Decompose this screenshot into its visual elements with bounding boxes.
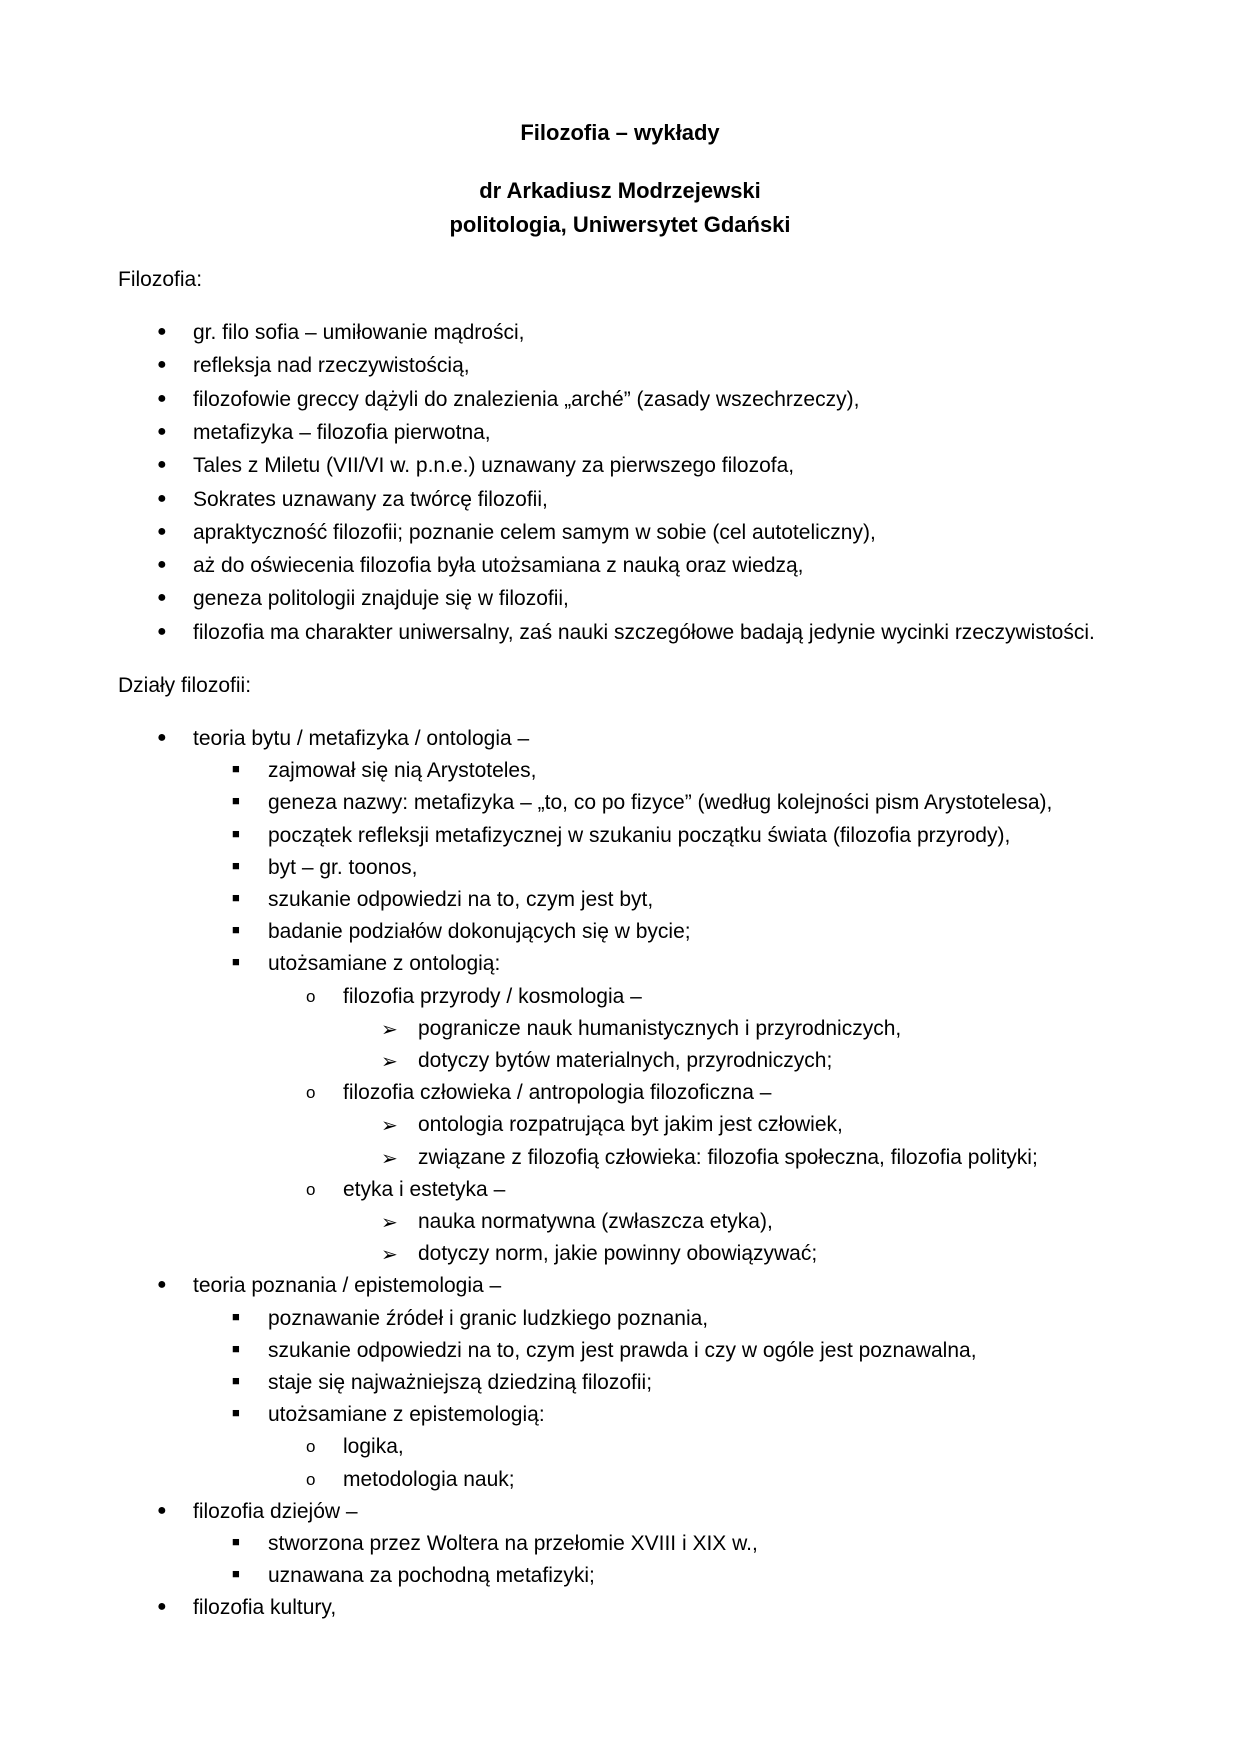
list-item-text: teoria poznania / epistemologia –	[193, 1274, 502, 1298]
bullet-arrow-icon: ➢	[381, 1147, 398, 1170]
list-item-text: utożsamiane z epistemologią:	[268, 1403, 545, 1427]
bullet-square-icon: ■	[232, 1340, 240, 1356]
bullet-arrow-icon: ➢	[381, 1212, 398, 1234]
list-item-text: uznawana za pochodną metafizyki;	[268, 1564, 595, 1588]
list-item-text: badanie podziałów dokonujących się w bycie;	[268, 920, 691, 944]
list-item-text: etyka i estetyka –	[343, 1177, 506, 1201]
list-item-text: filozofia kultury,	[193, 1596, 337, 1620]
bullet-dot-icon: ●	[157, 556, 167, 574]
bullet-square-icon: ■	[232, 1566, 240, 1582]
bullet-dot-icon: ●	[157, 422, 167, 440]
bullet-arrow-icon: ➢	[381, 1018, 398, 1041]
list-item-text: aż do oświecenia filozofia była utożsamiana z nauką oraz wiedzą,	[193, 554, 804, 578]
bullet-circle-icon: o	[306, 1179, 316, 1199]
list-item-text: metodologia nauk;	[343, 1467, 515, 1491]
list-item-text: apraktyczność filozofii; poznanie celem samym w sobie (cel autoteliczny),	[193, 520, 876, 544]
bullet-dot-icon: ●	[157, 1276, 167, 1294]
list-item-text: filozofia ma charakter uniwersalny, zaś nauki szczegółowe badają jedynie wycinki rzeczywistości.	[193, 620, 1095, 644]
bullet-square-icon: ■	[232, 1308, 240, 1324]
bullet-square-icon: ■	[232, 890, 240, 905]
bullet-circle-icon: o	[306, 1437, 316, 1457]
list-item-text: byt – gr. toonos,	[268, 855, 418, 879]
list-item-text: dotyczy bytów materialnych, przyrodniczych;	[418, 1049, 833, 1072]
list-item-text: logika,	[343, 1435, 404, 1459]
list-item-text: teoria bytu / metafizyka / ontologia –	[193, 727, 530, 750]
section-heading: Filozofia:	[118, 268, 203, 291]
bullet-dot-icon: ●	[157, 489, 167, 507]
list-item-text: filozofia przyrody / kosmologia –	[343, 984, 642, 1008]
list-item-text: pogranicze nauk humanistycznych i przyrodniczych,	[418, 1016, 902, 1040]
bullet-dot-icon: ●	[157, 456, 167, 474]
bullet-square-icon: ■	[232, 793, 240, 809]
bullet-dot-icon: ●	[157, 729, 167, 746]
list-item-text: zajmował się nią Arystoteles,	[268, 759, 537, 783]
bullet-dot-icon: ●	[157, 356, 167, 374]
document-affiliation: politologia, Uniwersytet Gdański	[449, 212, 791, 237]
bullet-square-icon: ■	[232, 954, 240, 970]
list-item-text: filozofowie greccy dążyli do znalezienia „arché” (zasady wszechrzeczy),	[193, 387, 860, 411]
bullet-square-icon: ■	[232, 857, 240, 873]
bullet-circle-icon: o	[306, 1083, 316, 1103]
list-item-text: refleksja nad rzeczywistością,	[193, 354, 470, 378]
bullet-arrow-icon: ➢	[381, 1115, 398, 1138]
bullet-dot-icon: ●	[157, 323, 167, 340]
bullet-circle-icon: o	[306, 1469, 316, 1489]
list-item-text: metafizyka – filozofia pierwotna,	[193, 420, 491, 444]
bullet-square-icon: ■	[232, 1534, 240, 1549]
list-item-text: stworzona przez Woltera na przełomie XVIII i XIX w.,	[268, 1532, 758, 1555]
list-item-text: dotyczy norm, jakie powinny obowiązywać;	[418, 1242, 818, 1266]
document-title: Filozofia – wykłady	[520, 120, 720, 145]
list-item-text: utożsamiane z ontologią:	[268, 952, 501, 976]
list-item-text: początek refleksji metafizycznej w szukaniu początku świata (filozofia przyrody),	[268, 823, 1011, 847]
list-item-text: poznawanie źródeł i granic ludzkiego poznania,	[268, 1306, 709, 1330]
list-item-text: szukanie odpowiedzi na to, czym jest prawda i czy w ogóle jest poznawalna,	[268, 1338, 977, 1362]
bullet-dot-icon: ●	[157, 589, 167, 607]
list-item-text: ontologia rozpatrująca byt jakim jest człowiek,	[418, 1113, 843, 1137]
bullet-square-icon: ■	[232, 922, 240, 938]
list-item-text: gr. filo sofia – umiłowanie mądrości,	[193, 321, 525, 344]
bullet-square-icon: ■	[232, 761, 240, 777]
document-author: dr Arkadiusz Modrzejewski	[479, 178, 761, 203]
list-item-text: nauka normatywna (zwłaszcza etyka),	[418, 1210, 773, 1233]
list-item-text: związane z filozofią człowieka: filozofia społeczna, filozofia polityki;	[418, 1145, 1038, 1169]
bullet-arrow-icon: ➢	[381, 1051, 398, 1073]
list-item-text: filozofia dziejów –	[193, 1499, 358, 1523]
list-item-text: geneza politologii znajduje się w filozofii,	[193, 587, 569, 611]
list-item-text: szukanie odpowiedzi na to, czym jest byt,	[268, 888, 654, 911]
list-item-text: filozofia człowieka / antropologia filozoficzna –	[343, 1081, 772, 1105]
bullet-dot-icon: ●	[157, 1598, 167, 1616]
bullet-dot-icon: ●	[157, 389, 167, 407]
bullet-square-icon: ■	[232, 1405, 240, 1421]
bullet-square-icon: ■	[232, 825, 240, 841]
list-item-text: Tales z Miletu (VII/VI w. p.n.e.) uznawany za pierwszego filozofa,	[193, 454, 795, 478]
list-item-text: geneza nazwy: metafizyka – „to, co po fizyce” (według kolejności pism Arystotelesa),	[268, 791, 1053, 815]
bullet-square-icon: ■	[232, 1373, 240, 1388]
bullet-arrow-icon: ➢	[381, 1244, 398, 1267]
bullet-dot-icon: ●	[157, 1501, 167, 1519]
section-heading: Działy filozofii:	[118, 674, 252, 697]
bullet-circle-icon: o	[306, 986, 316, 1006]
bullet-dot-icon: ●	[157, 522, 167, 540]
list-item-text: staje się najważniejszą dziedziną filozofii;	[268, 1371, 653, 1394]
bullet-dot-icon: ●	[157, 622, 167, 640]
list-item-text: Sokrates uznawany za twórcę filozofii,	[193, 487, 548, 511]
